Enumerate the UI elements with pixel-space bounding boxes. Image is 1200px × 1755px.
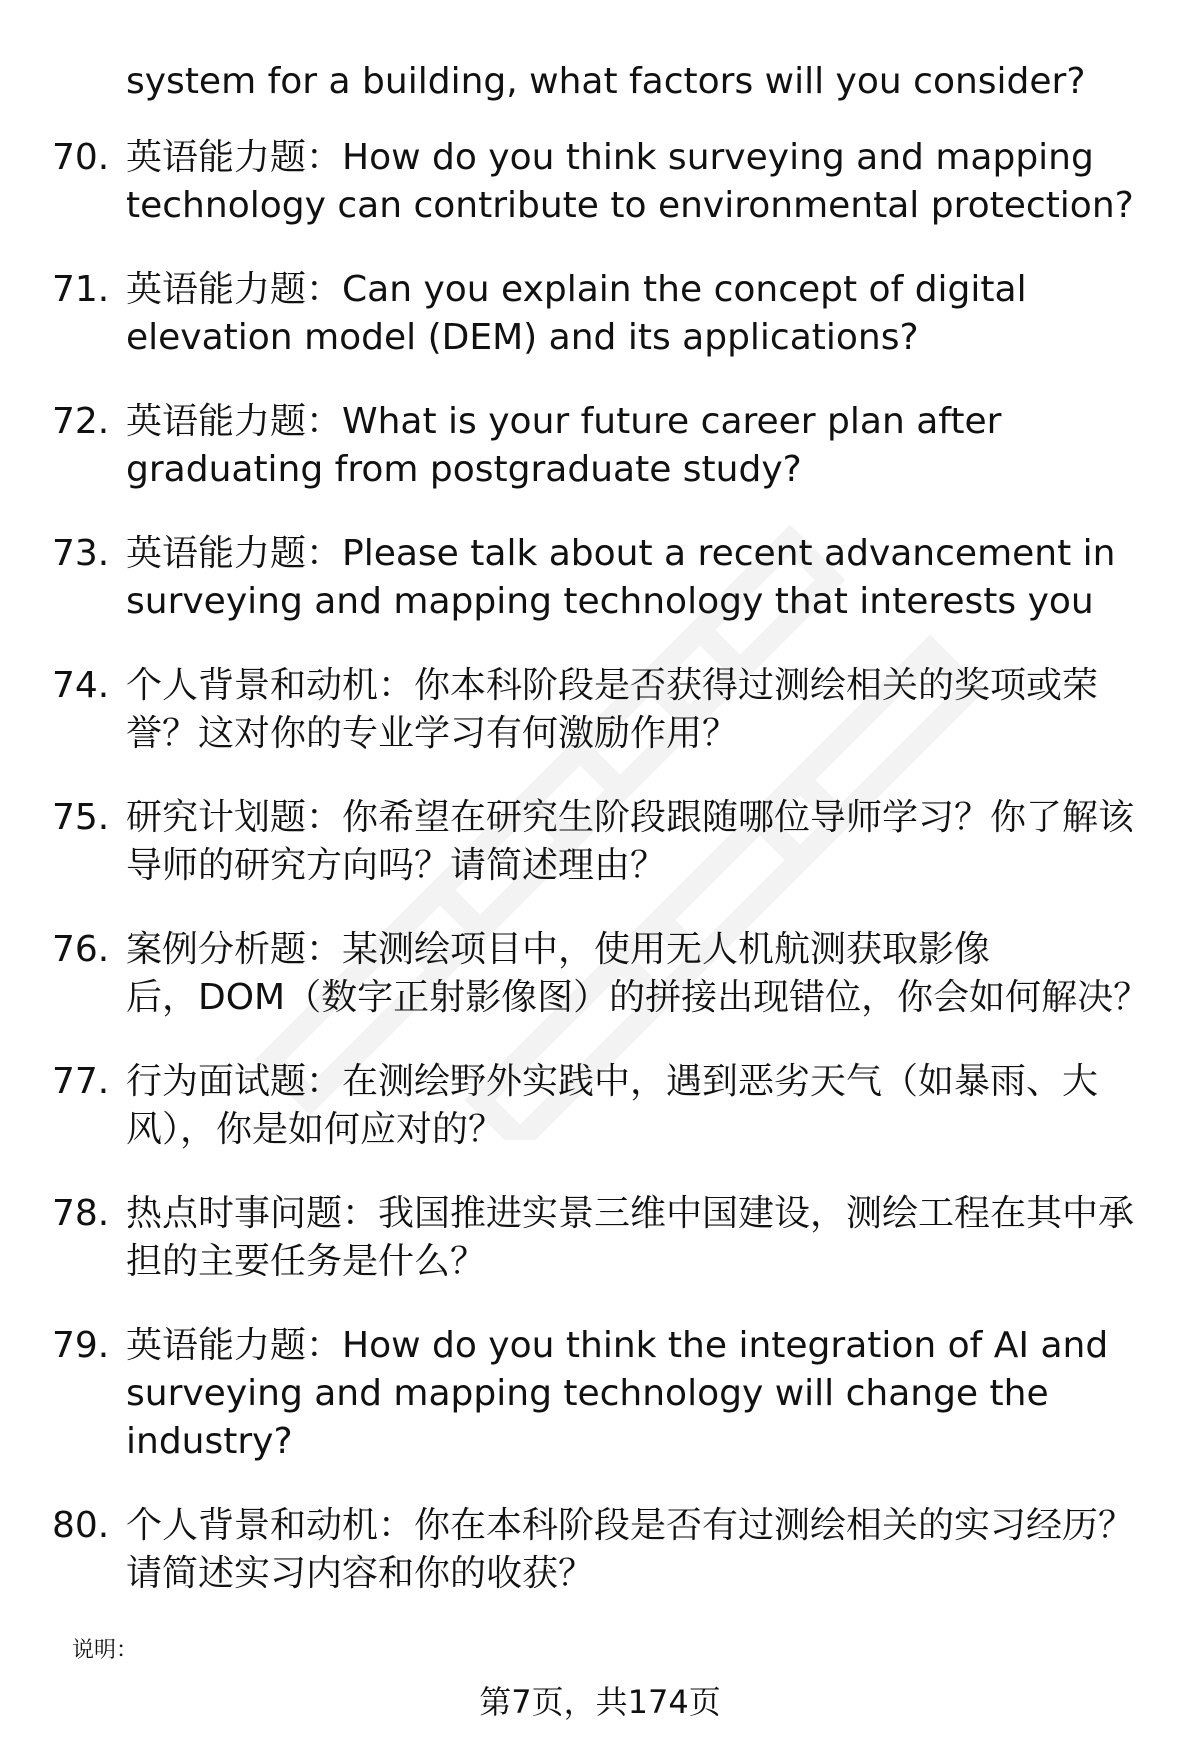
question-number: 74. (52, 665, 110, 706)
note-label: 说明： (72, 1638, 139, 1663)
question-line: 英语能力题：How do you think surveying and mapping (126, 137, 1094, 178)
question-line: surveying and mapping technology will change the (126, 1373, 1049, 1414)
question-text (126, 1322, 1152, 1466)
question-line: 行为面试题：在测绘野外实践中，遇到恶劣天气（如暴雨、大 (126, 1061, 1099, 1102)
question-text (126, 266, 1152, 362)
question-number: 78. (52, 1193, 110, 1234)
question-text (126, 1190, 1152, 1286)
question-number: 73. (52, 533, 110, 574)
page-footer: 第7页，共174页 (479, 1683, 721, 1721)
question-line: 誉？这对你的专业学习有何激励作用？ (126, 713, 739, 754)
question-item (52, 926, 1152, 1022)
question-item (52, 662, 1152, 758)
question-line: technology can contribute to environmental protection? (126, 185, 1134, 226)
question-text (126, 926, 1152, 1022)
question-text (126, 398, 1152, 494)
question-line: 研究计划题：你希望在研究生阶段跟随哪位导师学习？你了解该 (126, 797, 1135, 838)
question-line: 英语能力题：Can you explain the concept of digital (126, 269, 1027, 310)
question-text (126, 794, 1152, 890)
question-item (52, 1502, 1152, 1598)
question-text (126, 530, 1152, 626)
question-number: 72. (52, 401, 110, 442)
question-number: 70. (52, 137, 110, 178)
question-item (52, 794, 1152, 890)
question-line: 热点时事问题：我国推进实景三维中国建设，测绘工程在其中承 (126, 1193, 1135, 1234)
question-item (52, 266, 1152, 362)
question-item (52, 1058, 1152, 1154)
question-line: 个人背景和动机：你在本科阶段是否有过测绘相关的实习经历？ (126, 1505, 1135, 1546)
question-line: 英语能力题：Please talk about a recent advancement in (126, 533, 1116, 574)
question-line: 担的主要任务是什么？ (126, 1241, 487, 1282)
question-line: industry? (126, 1421, 293, 1462)
question-line: 英语能力题：What is your future career plan after (126, 401, 1002, 442)
question-number: 71. (52, 269, 110, 310)
question-number: 76. (52, 929, 110, 970)
question-items (52, 134, 1152, 1598)
question-line: surveying and mapping technology that interests you (126, 581, 1094, 622)
question-text (126, 1058, 1152, 1154)
question-list (52, 58, 1152, 1634)
question-item (52, 1322, 1152, 1466)
question-text (126, 1502, 1152, 1598)
question-item (52, 134, 1152, 230)
question-line: 请简述实习内容和你的收获？ (126, 1553, 595, 1594)
question-item (52, 1190, 1152, 1286)
question-line: graduating from postgraduate study? (126, 449, 802, 490)
question-line: 案例分析题：某测绘项目中，使用无人机航测获取影像 (126, 929, 991, 970)
continuation-text: system for a building, what factors will you consider? (126, 61, 1086, 102)
question-text (126, 662, 1152, 758)
question-number: 75. (52, 797, 110, 838)
question-line: 风），你是如何应对的？ (126, 1109, 505, 1150)
question-number: 80. (52, 1505, 110, 1546)
question-line: 导师的研究方向吗？请简述理由？ (126, 845, 667, 886)
question-line: 英语能力题：How do you think the integration of AI and (126, 1325, 1109, 1366)
question-item (52, 530, 1152, 626)
question-number: 77. (52, 1061, 110, 1102)
question-line: 个人背景和动机：你本科阶段是否获得过测绘相关的奖项或荣 (126, 665, 1099, 706)
question-item (52, 398, 1152, 494)
question-number: 79. (52, 1325, 110, 1366)
question-text (126, 134, 1152, 230)
question-line: elevation model (DEM) and its applications? (126, 317, 919, 358)
question-line: 后，DOM（数字正射影像图）的拼接出现错位，你会如何解决？ (126, 977, 1150, 1018)
